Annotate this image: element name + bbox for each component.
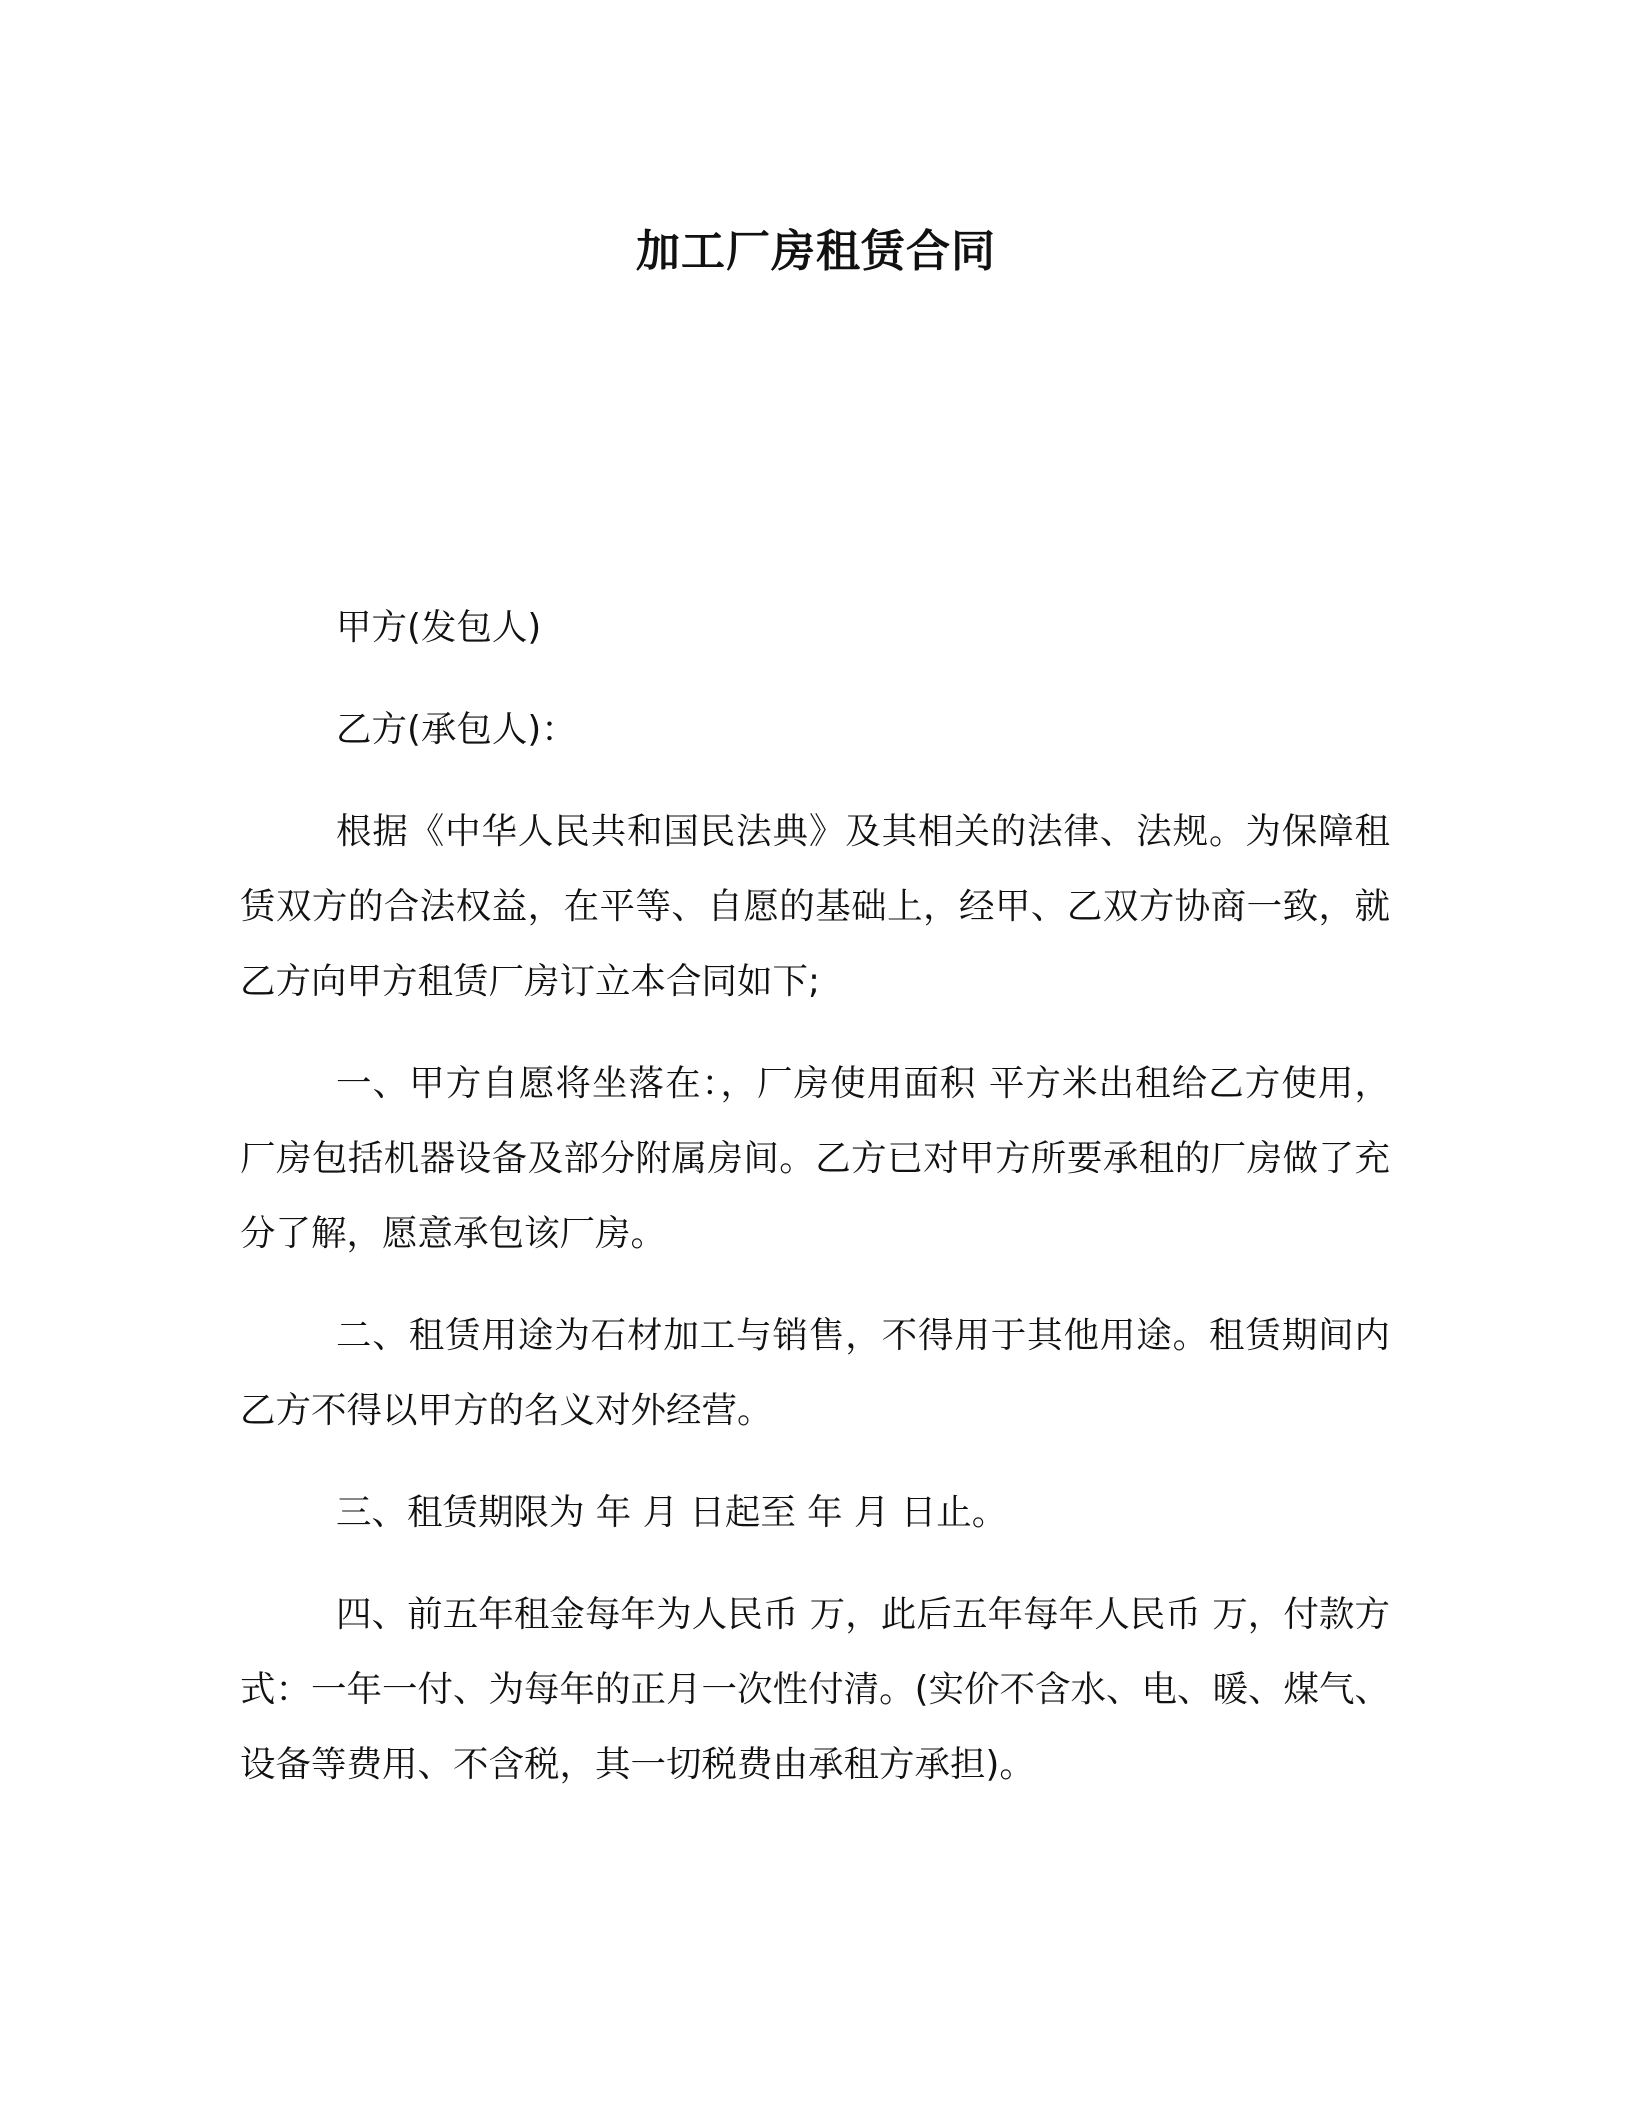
document-body	[240, 590, 1390, 1829]
party-b-line: 乙方(承包人)：	[336, 709, 577, 750]
clause-2-paragraph: 二、租赁用途为石材加工与销售，不得用于其他用途。租赁期间内乙方不得以甲方的名义对外经营。	[240, 1315, 1390, 1431]
preamble-paragraph: 根据《中华人民共和国民法典》及其相关的法律、法规。为保障租赁双方的合法权益，在平等、自愿的基础上，经甲、乙双方协商一致，就乙方向甲方租赁厂房订立本合同如下;	[240, 811, 1390, 1002]
party-a-line: 甲方(发包人)	[336, 607, 542, 648]
clause-1-paragraph: 一、甲方自愿将坐落在：，厂房使用面积 平方米出租给乙方使用，厂房包括机器设备及部分附属房间。乙方已对甲方所要承租的厂房做了充分了解，愿意承包该厂房。	[240, 1063, 1390, 1254]
clause-3-paragraph: 三、租赁期限为 年 月 日起至 年 月 日止。	[336, 1492, 1008, 1533]
document-title: 加工厂房租赁合同	[636, 226, 996, 277]
clause-4-paragraph: 四、前五年租金每年为人民币 万，此后五年每年人民币 万，付款方式：一年一付、为每年的正月一次性付清。(实价不含水、电、暖、煤气、设备等费用、不含税，其一切税费由承租方承担)。	[240, 1594, 1390, 1785]
